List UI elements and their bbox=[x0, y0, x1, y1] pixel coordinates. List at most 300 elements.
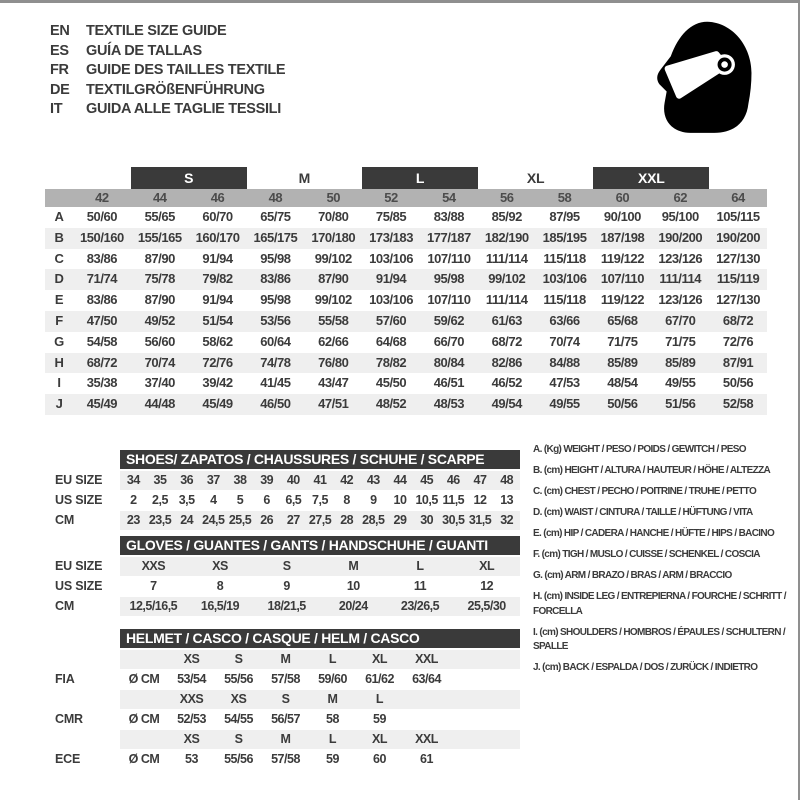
value-cell: 38 bbox=[233, 473, 247, 487]
value-cell: 23,5 bbox=[148, 513, 172, 527]
textile-cell: 99/102 bbox=[314, 250, 352, 266]
value-cell: M bbox=[280, 732, 291, 746]
textile-cell: 190/200 bbox=[658, 229, 703, 245]
value-cell: 30 bbox=[420, 513, 434, 527]
textile-cell: 51/54 bbox=[202, 312, 233, 328]
textile-cell: 87/90 bbox=[144, 250, 175, 266]
value-cell: 63/64 bbox=[412, 672, 441, 686]
textile-cell: 39/42 bbox=[202, 375, 233, 391]
size-group-spacer bbox=[45, 167, 131, 189]
size-group-xxl: XXL bbox=[593, 167, 709, 189]
gloves-table-title: GLOVES / GUANTES / GANTS / HANDSCHUHE / GUANTI bbox=[120, 536, 520, 555]
row-label: F bbox=[55, 312, 63, 328]
textile-cell: 47/51 bbox=[318, 396, 349, 412]
value-cell: XL bbox=[372, 652, 387, 666]
language-row bbox=[50, 61, 285, 81]
language-title: TEXTILGRÖßENFÜHRUNG bbox=[86, 81, 265, 98]
textile-cell: 67/70 bbox=[665, 312, 696, 328]
textile-cell: 50/56 bbox=[607, 396, 638, 412]
textile-cell: 185/195 bbox=[542, 229, 587, 245]
textile-cell: 99/102 bbox=[314, 292, 352, 308]
textile-cell: 87/95 bbox=[549, 209, 580, 224]
textile-cell: 47/53 bbox=[549, 375, 580, 391]
textile-cell: 78/82 bbox=[375, 354, 407, 370]
language-code: FR bbox=[50, 62, 69, 78]
helmet-size-table bbox=[55, 629, 521, 770]
value-cell: L bbox=[375, 692, 384, 706]
helmet-table-title: HELMET / CASCO / CASQUE / HELM / CASCO bbox=[120, 629, 520, 648]
helmet-size-header-row bbox=[55, 650, 521, 669]
language-row bbox=[50, 22, 285, 42]
textile-cell: 95/98 bbox=[260, 250, 291, 266]
gloves-row bbox=[55, 557, 521, 576]
value-cell: 59/60 bbox=[318, 672, 347, 686]
value-cell: 24 bbox=[180, 513, 194, 527]
row-label: FIA bbox=[55, 672, 75, 686]
gloves-rows bbox=[55, 557, 521, 616]
textile-cell: 105/115 bbox=[716, 209, 760, 224]
value-cell: 54/55 bbox=[224, 712, 253, 726]
textile-row-b bbox=[45, 228, 767, 249]
textile-cell: 58/62 bbox=[202, 333, 233, 349]
textile-cell: 64/68 bbox=[375, 333, 407, 349]
value-cell: 40 bbox=[286, 473, 300, 487]
textile-cell: 71/75 bbox=[665, 333, 696, 349]
value-cell: 46 bbox=[446, 473, 460, 487]
row-values bbox=[120, 750, 520, 769]
textile-cell: 71/75 bbox=[607, 333, 638, 349]
textile-cell: 83/86 bbox=[86, 292, 118, 308]
size-column-header: 64 bbox=[731, 190, 745, 205]
textile-cell: 71/74 bbox=[86, 271, 118, 287]
value-cell: XL bbox=[479, 559, 495, 573]
textile-cell: 47/50 bbox=[86, 312, 118, 328]
textile-cell: 66/70 bbox=[433, 333, 465, 349]
value-cell: 2 bbox=[130, 493, 137, 507]
value-cell: 8 bbox=[216, 579, 224, 593]
value-cell: 60 bbox=[373, 752, 386, 766]
textile-cell: 91/94 bbox=[202, 250, 233, 266]
size-column-header: 60 bbox=[615, 190, 630, 205]
value-cell: 10 bbox=[393, 493, 407, 507]
helmet-size-header-row bbox=[55, 690, 521, 709]
textile-cell: 87/90 bbox=[318, 271, 349, 287]
value-cell: 56/57 bbox=[271, 712, 300, 726]
textile-cell: 103/106 bbox=[542, 271, 587, 287]
language-title-list bbox=[50, 22, 285, 120]
textile-cell: 103/106 bbox=[369, 292, 413, 308]
value-cell: 23 bbox=[126, 513, 140, 527]
textile-cell: 85/92 bbox=[491, 209, 522, 224]
value-cell: 23/26,5 bbox=[400, 599, 440, 613]
value-cell: 28,5 bbox=[362, 513, 385, 527]
legend-item: J. (cm) BACK / ESPALDA / DOS / ZURÜCK / INDIETRO bbox=[533, 662, 758, 673]
row-values bbox=[120, 511, 520, 530]
value-cell: 59 bbox=[373, 712, 386, 726]
textile-row-i bbox=[45, 373, 767, 394]
textile-cell: 48/53 bbox=[433, 396, 465, 412]
textile-cell: 119/122 bbox=[600, 292, 644, 308]
shoes-row bbox=[55, 511, 521, 530]
textile-cell: 95/98 bbox=[260, 292, 291, 308]
row-label: EU SIZE bbox=[55, 473, 103, 487]
textile-cell: 80/84 bbox=[433, 354, 465, 370]
value-cell bbox=[450, 670, 520, 689]
row-label: US SIZE bbox=[55, 493, 103, 507]
textile-cell: 123/126 bbox=[658, 250, 703, 266]
textile-cell: 65/68 bbox=[607, 312, 638, 328]
value-cell bbox=[450, 750, 520, 769]
value-cell: 25,5/30 bbox=[467, 599, 506, 613]
value-cell: Ø CM bbox=[128, 672, 160, 686]
textile-cell: 70/74 bbox=[144, 354, 175, 370]
value-cell: 6 bbox=[263, 493, 270, 507]
textile-cell: 46/51 bbox=[433, 375, 465, 391]
textile-cell: 45/50 bbox=[375, 375, 407, 391]
value-cell: L bbox=[328, 652, 337, 666]
language-title: GUIDA ALLE TAGLIE TESSILI bbox=[86, 101, 281, 117]
value-cell: Ø CM bbox=[128, 712, 160, 726]
textile-cell: 48/54 bbox=[607, 375, 638, 391]
textile-cell: 56/60 bbox=[144, 333, 175, 349]
value-cell: 2,5 bbox=[152, 493, 168, 507]
textile-cell: 177/187 bbox=[426, 229, 471, 245]
textile-cell: 182/190 bbox=[484, 229, 529, 245]
textile-cell: 150/160 bbox=[79, 229, 124, 245]
size-column-header: 50 bbox=[326, 190, 341, 205]
value-cell: 41 bbox=[313, 473, 327, 487]
helmet-ece-row bbox=[55, 750, 521, 769]
row-label: C bbox=[54, 250, 64, 266]
textile-cell: 54/58 bbox=[86, 333, 118, 349]
value-cell: 27,5 bbox=[308, 513, 332, 527]
row-values bbox=[120, 710, 520, 729]
value-cell: 12,5/16,5 bbox=[129, 599, 178, 613]
size-number-row bbox=[45, 189, 767, 207]
textile-cell: 87/91 bbox=[722, 354, 754, 370]
size-column-header: 42 bbox=[95, 190, 109, 205]
value-cell: 42 bbox=[340, 473, 354, 487]
size-column-header: 44 bbox=[152, 190, 167, 205]
textile-cell: 79/82 bbox=[202, 271, 233, 287]
size-column-header: 54 bbox=[442, 190, 456, 205]
textile-cell: 99/102 bbox=[488, 271, 526, 287]
textile-cell: 95/100 bbox=[661, 209, 699, 224]
textile-row-a bbox=[45, 207, 767, 228]
shoes-row bbox=[55, 491, 521, 510]
gloves-size-table bbox=[55, 536, 521, 617]
value-cell: 61 bbox=[420, 752, 433, 766]
shoes-row bbox=[55, 471, 521, 490]
size-group-xl: XL bbox=[526, 170, 545, 186]
legend-item: B. (cm) HEIGHT / ALTURA / HAUTEUR / HÖHE / ALTEZZA bbox=[533, 465, 771, 476]
value-cell: 4 bbox=[210, 493, 217, 507]
textile-cell: 187/198 bbox=[600, 229, 645, 245]
textile-cell: 50/56 bbox=[722, 375, 754, 391]
textile-cell: 45/49 bbox=[202, 396, 233, 412]
textile-cell: 63/66 bbox=[549, 312, 580, 328]
textile-cell: 53/56 bbox=[260, 312, 291, 328]
legend-item: F. (cm) TIGH / MUSLO / CUISSE / SCHENKEL / COSCIA bbox=[533, 549, 760, 560]
row-label: CMR bbox=[55, 712, 83, 726]
value-cell: 10,5 bbox=[415, 493, 438, 507]
language-row bbox=[50, 100, 285, 120]
value-cell: 9 bbox=[370, 493, 377, 507]
value-cell: XXL bbox=[415, 732, 438, 746]
textile-cell: 70/74 bbox=[549, 333, 580, 349]
textile-cell: 41/45 bbox=[260, 375, 291, 391]
textile-cell: 165/175 bbox=[253, 229, 298, 245]
value-cell: 12 bbox=[473, 493, 487, 507]
value-cell: 13 bbox=[500, 493, 514, 507]
textile-cell: 170/180 bbox=[311, 229, 356, 245]
row-label: E bbox=[54, 292, 64, 308]
textile-size-table bbox=[45, 167, 767, 415]
value-cell bbox=[450, 730, 520, 749]
value-cell: M bbox=[280, 652, 291, 666]
language-code: EN bbox=[50, 23, 70, 39]
textile-cell: 49/55 bbox=[549, 396, 580, 412]
textile-cell: 59/62 bbox=[433, 312, 465, 328]
textile-cell: 82/86 bbox=[491, 354, 522, 370]
textile-cell: 70/80 bbox=[318, 209, 349, 224]
size-column-header: 46 bbox=[210, 190, 225, 205]
language-title: GUÍA DE TALLAS bbox=[86, 42, 202, 59]
value-cell: Ø CM bbox=[128, 752, 160, 766]
value-cell: S bbox=[234, 732, 243, 746]
textile-cell: 85/89 bbox=[607, 354, 638, 370]
textile-cell: 127/130 bbox=[716, 250, 760, 266]
textile-cell: 45/49 bbox=[86, 396, 118, 412]
value-cell: 57/58 bbox=[271, 752, 300, 766]
textile-cell: 103/106 bbox=[369, 250, 413, 266]
textile-cell: 55/65 bbox=[144, 209, 175, 224]
value-cell: 55/56 bbox=[224, 672, 253, 686]
value-cell: 37 bbox=[206, 473, 220, 487]
textile-row-j bbox=[45, 394, 767, 415]
textile-row-g bbox=[45, 332, 767, 353]
textile-cell: 91/94 bbox=[202, 292, 233, 308]
value-cell: 48 bbox=[500, 473, 514, 487]
value-cell: 31,5 bbox=[468, 513, 492, 527]
value-cell bbox=[450, 710, 520, 729]
value-cell: 57/58 bbox=[271, 672, 300, 686]
value-cell: XS bbox=[183, 652, 200, 666]
textile-cell: 68/72 bbox=[722, 312, 754, 328]
value-cell: 36 bbox=[180, 473, 194, 487]
row-label: H bbox=[54, 354, 64, 370]
textile-row-h bbox=[45, 353, 767, 374]
textile-cell: 95/98 bbox=[433, 271, 465, 287]
value-cell: 9 bbox=[283, 579, 290, 593]
textile-cell: 61/63 bbox=[491, 312, 522, 328]
textile-cell: 60/70 bbox=[202, 209, 233, 224]
textile-cell: 123/126 bbox=[658, 292, 703, 308]
value-cell: 53 bbox=[185, 752, 198, 766]
row-values bbox=[120, 730, 520, 749]
textile-cell: 75/85 bbox=[375, 209, 407, 224]
value-cell bbox=[403, 710, 450, 729]
textile-cell: 91/94 bbox=[375, 271, 407, 287]
textile-cell: 68/72 bbox=[491, 333, 522, 349]
value-cell: 39 bbox=[260, 473, 274, 487]
textile-cell: 72/76 bbox=[722, 333, 754, 349]
value-cell: L bbox=[328, 732, 337, 746]
textile-cell: 46/52 bbox=[491, 375, 522, 391]
textile-cell: 74/78 bbox=[260, 354, 291, 370]
legend-item: C. (cm) CHEST / PECHO / POITRINE / TRUHE / PETTO bbox=[533, 486, 757, 497]
gloves-row bbox=[55, 577, 521, 596]
row-values bbox=[120, 491, 520, 510]
textile-cell: 35/38 bbox=[86, 375, 118, 391]
textile-cell: 107/110 bbox=[600, 271, 644, 287]
gloves-row bbox=[55, 597, 521, 616]
value-cell: 11,5 bbox=[442, 493, 465, 507]
legend-item: H. (cm) INSIDE LEG / ENTREPIERNA / FOURCHE / SCHRITT / FORCELLA bbox=[533, 591, 786, 617]
helmet-rows bbox=[55, 650, 521, 769]
helmet-cmr-row bbox=[55, 710, 521, 729]
textile-cell: 127/130 bbox=[716, 292, 760, 308]
value-cell: 32 bbox=[500, 513, 514, 527]
legend-item: I. (cm) SHOULDERS / HOMBROS / ÉPAULES / SCHULTERN / SPALLE bbox=[533, 626, 786, 652]
value-cell: 25,5 bbox=[228, 513, 252, 527]
language-code: DE bbox=[50, 81, 70, 98]
value-cell: 28 bbox=[340, 513, 354, 527]
textile-cell: 72/76 bbox=[202, 354, 233, 370]
textile-cell: 115/119 bbox=[716, 271, 760, 287]
textile-cell: 111/114 bbox=[485, 292, 528, 308]
size-column-header: 48 bbox=[268, 190, 283, 205]
textile-cell: 83/86 bbox=[86, 250, 118, 266]
row-values bbox=[120, 471, 520, 490]
value-cell: 26 bbox=[260, 513, 274, 527]
textile-cell: 51/56 bbox=[665, 396, 696, 412]
textile-cell: 90/100 bbox=[603, 209, 641, 224]
value-cell: 20/24 bbox=[338, 599, 368, 613]
textile-row-f bbox=[45, 311, 767, 332]
size-column-header: 52 bbox=[384, 190, 398, 205]
value-cell: 3,5 bbox=[178, 493, 195, 507]
shoes-table-title: SHOES/ ZAPATOS / CHAUSSURES / SCHUHE / SCARPE bbox=[120, 450, 520, 469]
value-cell: XL bbox=[372, 732, 387, 746]
value-cell: 58 bbox=[326, 712, 339, 726]
value-cell: 43 bbox=[366, 473, 380, 487]
value-cell: S bbox=[234, 652, 243, 666]
textile-cell: 76/80 bbox=[318, 354, 349, 370]
textile-cell: 50/60 bbox=[86, 209, 118, 224]
textile-cell: 52/58 bbox=[722, 396, 754, 412]
value-cell: 7,5 bbox=[312, 493, 328, 507]
value-cell bbox=[450, 690, 520, 709]
value-cell: 44 bbox=[393, 473, 407, 487]
textile-cell: 48/52 bbox=[375, 396, 407, 412]
row-label: I bbox=[57, 375, 61, 391]
value-cell: 34 bbox=[126, 473, 140, 487]
value-cell bbox=[120, 690, 168, 709]
value-cell: 52/53 bbox=[177, 712, 206, 726]
textile-cell: 60/64 bbox=[260, 333, 291, 349]
row-values bbox=[120, 670, 520, 689]
row-label: CM bbox=[55, 513, 75, 527]
value-cell: 24,5 bbox=[202, 513, 225, 527]
textile-cell: 44/48 bbox=[144, 396, 175, 412]
textile-cell: 111/114 bbox=[485, 250, 528, 266]
value-cell: 29 bbox=[393, 513, 407, 527]
value-cell: 45 bbox=[420, 473, 434, 487]
textile-cell: 49/55 bbox=[665, 375, 696, 391]
value-cell: 35 bbox=[153, 473, 167, 487]
size-column-header: 62 bbox=[673, 190, 688, 205]
measurement-legend bbox=[533, 443, 800, 682]
value-cell: 6,5 bbox=[285, 493, 302, 507]
legend-item: D. (cm) WAIST / CINTURA / TAILLE / HÜFTUNG / VITA bbox=[533, 507, 753, 518]
value-cell: 53/54 bbox=[177, 672, 206, 686]
row-label: D bbox=[54, 271, 64, 287]
row-values bbox=[120, 650, 520, 669]
size-column-header: 58 bbox=[557, 190, 572, 205]
row-label: J bbox=[55, 396, 63, 412]
textile-measurement-rows bbox=[45, 207, 767, 415]
textile-cell: 173/183 bbox=[369, 229, 413, 245]
racing-helmet-icon bbox=[648, 18, 766, 138]
textile-cell: 49/54 bbox=[491, 396, 522, 412]
value-cell: XS bbox=[230, 692, 247, 706]
row-values bbox=[120, 690, 520, 709]
value-cell: XS bbox=[183, 732, 200, 746]
size-group-s: S bbox=[131, 167, 247, 189]
textile-cell: 84/88 bbox=[549, 354, 580, 370]
helmet-fia-row bbox=[55, 670, 521, 689]
textile-cell: 83/86 bbox=[260, 271, 291, 287]
value-cell bbox=[450, 650, 520, 669]
value-cell: 61/62 bbox=[365, 672, 394, 686]
size-group-spacer bbox=[709, 167, 767, 189]
textile-row-e bbox=[45, 290, 767, 311]
textile-cell: 46/50 bbox=[260, 396, 291, 412]
textile-cell: 160/170 bbox=[195, 229, 240, 245]
value-cell: 10 bbox=[346, 579, 360, 593]
textile-cell: 85/89 bbox=[665, 354, 696, 370]
value-cell bbox=[403, 690, 450, 709]
legend-item: G. (cm) ARM / BRAZO / BRAS / ARM / BRACCIO bbox=[533, 570, 732, 581]
value-cell bbox=[120, 730, 168, 749]
textile-cell: 43/47 bbox=[318, 375, 349, 391]
value-cell: L bbox=[416, 559, 424, 573]
value-cell: S bbox=[282, 559, 291, 573]
row-label: CM bbox=[55, 599, 75, 613]
size-column-header: 56 bbox=[499, 190, 514, 205]
textile-cell: 62/66 bbox=[318, 333, 349, 349]
textile-cell: 75/78 bbox=[144, 271, 175, 287]
textile-cell: 107/110 bbox=[427, 250, 471, 266]
textile-cell: 55/58 bbox=[318, 312, 349, 328]
value-cell: 59 bbox=[326, 752, 339, 766]
value-cell: 8 bbox=[343, 493, 350, 507]
row-label: ECE bbox=[55, 752, 81, 766]
value-cell: 18/21,5 bbox=[267, 599, 306, 613]
value-cell: 55/56 bbox=[224, 752, 253, 766]
row-label bbox=[55, 650, 120, 669]
value-cell: S bbox=[281, 692, 290, 706]
page-border-top bbox=[0, 0, 800, 3]
shoes-size-table bbox=[55, 450, 521, 531]
textile-cell: 57/60 bbox=[375, 312, 407, 328]
textile-cell: 65/75 bbox=[260, 209, 291, 224]
row-label: US SIZE bbox=[55, 579, 103, 593]
value-cell: 30,5 bbox=[442, 513, 465, 527]
value-cell: 16,5/19 bbox=[200, 599, 240, 613]
value-cell: 11 bbox=[413, 579, 427, 593]
